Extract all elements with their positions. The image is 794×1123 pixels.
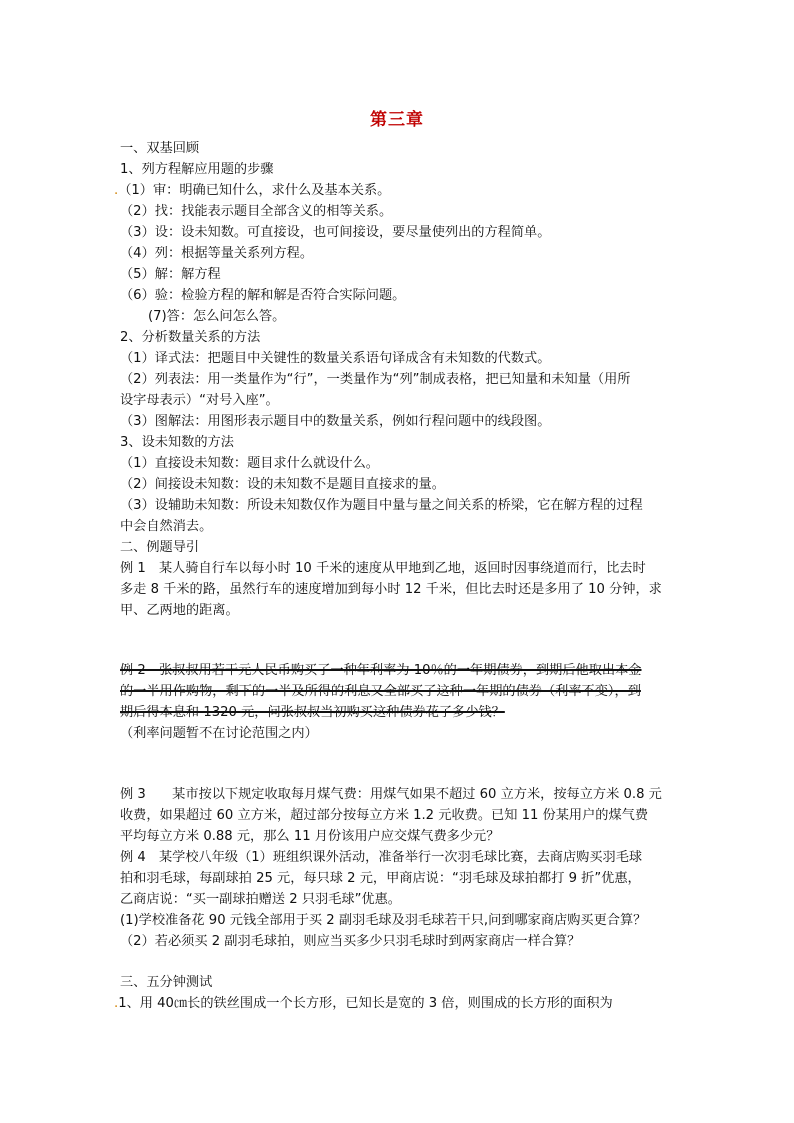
example-2-line-1: 例 2 张叔叔用若干元人民币购买了一种年利率为 10％的一年期债券，到期后他取出本金 — [120, 663, 642, 678]
subheading-steps: 1、列方程解应用题的步骤 — [120, 162, 274, 177]
chapter-title: 第三章 — [370, 110, 424, 130]
method-3: （3）图解法：用图形表示题目中的数量关系，例如行程问题中的线段图。 — [120, 414, 551, 429]
subheading-unknowns: 3、设未知数的方法 — [120, 435, 234, 450]
method-1: （1）译式法：把题目中关键性的数量关系语句译成含有未知数的代数式。 — [120, 351, 551, 366]
step-6: （6）验：检验方程的解和解是否符合实际问题。 — [120, 288, 406, 303]
example-2-line-2: 的一半用作购物，剩下的一半及所得的利息又全部买了这种一年期的债券（利率不变），到 — [120, 684, 641, 699]
subheading-methods: 2、分析数量关系的方法 — [120, 330, 261, 345]
step-4: （4）列：根据等量关系列方程。 — [120, 246, 314, 261]
bullet-dot-icon: . — [114, 996, 119, 1011]
section-heading-examples: 二、例题导引 — [120, 540, 200, 555]
method-2: （2）列表法：用一类量作为“行”，一类量作为“列”制成表格，把已知量和未知量（用所 — [120, 372, 631, 387]
example-4-question-1: (1)学校准备花 90 元钱全部用于买 2 副羽毛球及羽毛球若干只,问到哪家商店购买更合算？ — [120, 913, 647, 928]
example-1-line-1: 例 1 某人骑自行车以每小时 10 千米的速度从甲地到乙地，返回时因事绕道而行，比去时 — [120, 561, 646, 576]
bullet-dot-icon: . — [114, 183, 119, 198]
step-3: （3）设：设未知数。可直接设，也可间接设，要尽量使列出的方程简单。 — [120, 225, 551, 240]
section-heading-test: 三、五分钟测试 — [120, 975, 213, 990]
example-2-note: （利率问题暂不在讨论范围之内） — [120, 726, 318, 741]
example-1-line-2: 多走 8 千米的路，虽然行车的速度增加到每小时 12 千米，但比去时还是多用了 10 分钟，求 — [120, 582, 662, 597]
example-3-line-3: 平均每立方米 0.88 元，那么 11 月份该用户应交煤气费多少元？ — [120, 829, 500, 844]
step-1: .（1）审：明确已知什么，求什么及基本关系。 — [114, 183, 391, 198]
example-4-line-3: 乙商店说：“买一副球拍赠送 2 只羽毛球”优惠。 — [120, 892, 401, 907]
test-question-1: .1、用 40㎝长的铁丝围成一个长方形，已知长是宽的 3 倍，则围成的长方形的面积为 — [114, 996, 613, 1011]
step-7: (7)答：怎么问怎么答。 — [148, 309, 286, 324]
example-3-line-1: 例 3 某市按以下规定收取每月煤气费：用煤气如果不超过 60 立方米，按每立方米 0.8 元 — [120, 787, 662, 802]
step-2: （2）找：找能表示题目全部含义的相等关系。 — [120, 204, 393, 219]
example-4-question-2: （2）若必须买 2 副羽毛球拍，则应当买多少只羽毛球时到两家商店一样合算？ — [120, 934, 581, 949]
method-2-cont: 设字母表示）“对号入座”。 — [120, 393, 279, 408]
unknown-1: （1）直接设未知数：题目求什么就设什么。 — [120, 456, 379, 471]
unknown-2: （2）间接设未知数：设的未知数不是题目直接求的量。 — [120, 477, 445, 492]
section-heading-review: 一、双基回顾 — [120, 141, 200, 156]
step-5: （5）解：解方程 — [120, 267, 221, 282]
example-4-line-1: 例 4 某学校八年级（1）班组织课外活动，准备举行一次羽毛球比赛，去商店购买羽毛球 — [120, 850, 643, 865]
unknown-3-cont: 中会自然消去。 — [120, 519, 213, 534]
example-4-line-2: 拍和羽毛球，每副球拍 25 元，每只球 2 元，甲商店说：“羽毛球及球拍都打 9 折”优惠， — [120, 871, 641, 886]
unknown-3: （3）设辅助未知数：所设未知数仅作为题目中量与量之间关系的桥梁，它在解方程的过程 — [120, 498, 643, 513]
example-3-line-2: 收费，如果超过 60 立方米，超过部分按每立方米 1.2 元收费。已知 11 份某用户的煤气费 — [120, 808, 649, 823]
example-1-line-3: 甲、乙两地的距离。 — [120, 603, 239, 618]
example-2-line-3: 期后得本息和 1320 元，问张叔叔当初购买这种债券花了多少钱？ — [120, 705, 505, 720]
